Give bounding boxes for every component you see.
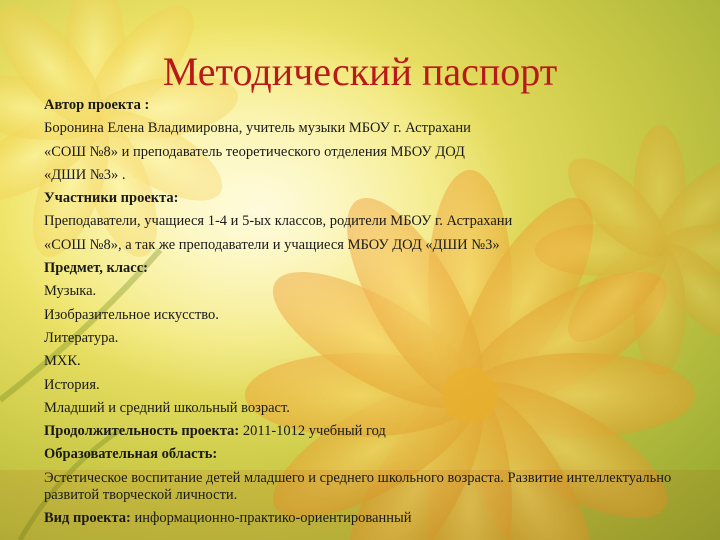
participants-line-2: «СОШ №8», а так же преподаватели и учащиеся МБОУ ДОД «ДШИ №3»: [44, 236, 500, 253]
author-line-2: «СОШ №8» и преподаватель теоретического отделения МБОУ ДОД: [44, 143, 465, 160]
slide-title: Методический паспорт: [162, 49, 558, 94]
participants-label-line: [44, 187, 684, 210]
author-line-1: Боронина Елена Владимировна, учитель музыки МБОУ г. Астрахани: [44, 120, 471, 137]
area-label: Образовательная область:: [44, 446, 218, 463]
author-line-3: «ДШИ №3» .: [44, 166, 126, 183]
type-label: Вид проекта:: [44, 509, 131, 526]
subject-item: Младший и средний школьный возраст.: [44, 399, 290, 416]
subject-item: Изобразительное искусство.: [44, 306, 219, 323]
area-value: Эстетическое воспитание детей младшего и среднего школьного возраста. Развитие интеллектуально развитой творческой личности.: [44, 469, 672, 503]
duration-value: 2011-1012 учебный год: [239, 423, 386, 440]
participants-line-1: Преподаватели, учащиеся 1-4 и 5-ых классов, родители МБОУ г. Астрахани: [44, 213, 513, 230]
area-label-line: [44, 443, 684, 466]
author-label: Автор проекта :: [44, 97, 150, 113]
type-value: информационно-практико-ориентированный: [130, 509, 412, 526]
duration-label: Продолжительность проекта:: [44, 423, 240, 440]
subject-label: Предмет, класс:: [44, 260, 148, 277]
subject-label-line: [44, 257, 684, 280]
subject-item: История.: [44, 376, 100, 393]
type-line: [44, 507, 684, 530]
subject-item: Литература.: [44, 329, 119, 346]
duration-line: [44, 420, 684, 443]
participants-label: Участники проекта:: [44, 190, 179, 207]
subject-item: Музыка.: [44, 283, 97, 300]
author-label-line: [44, 94, 684, 117]
subject-item: МХК.: [44, 353, 81, 370]
passport-body: [44, 94, 684, 530]
